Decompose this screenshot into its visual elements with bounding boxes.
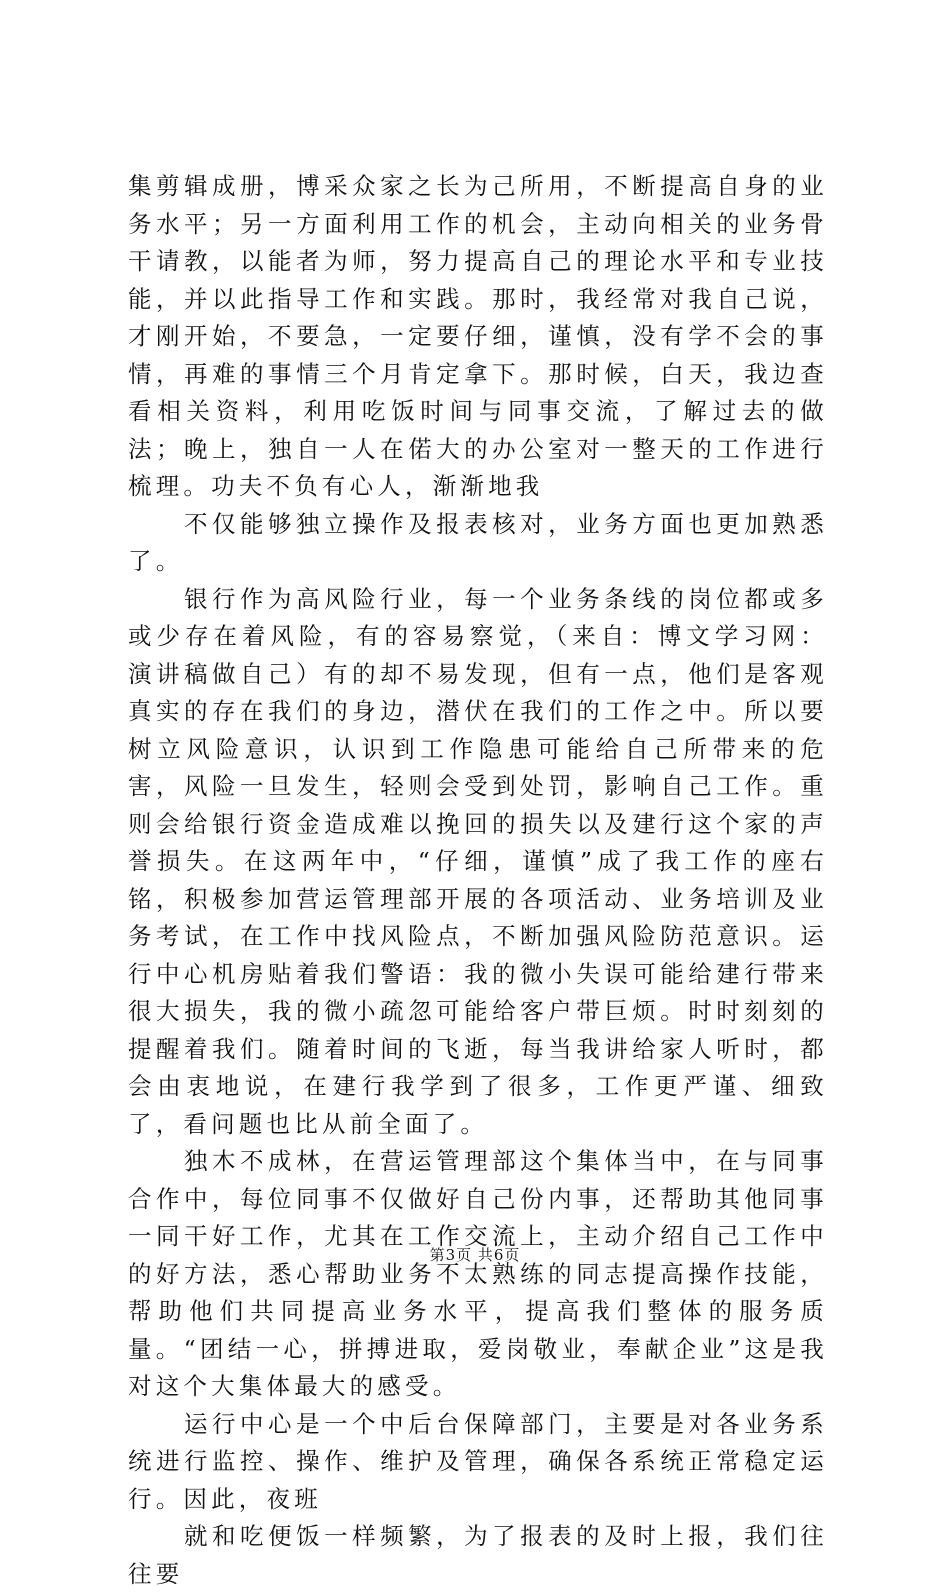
document-body: [128, 168, 828, 1593]
paragraph-2: 不仅能够独立操作及报表核对，业务方面也更加熟悉了。: [128, 509, 828, 575]
paragraph-4: 独木不成林，在营运管理部这个集体当中，在与同事合作中，每位同事不仅做好自己份内事，还帮助其他同事一同干好工作，尤其在工作交流上，主动介绍自己工作中的好方法，悉心帮助业务不太熟练的同志提高操作技能，帮助他们共同提高业务水平，提高我们整体的服务质量。“团结一心，拼搏进取，爱岗敬业，奉献企业”这是我对这个大集体最大的感受。: [128, 1147, 828, 1400]
page-footer: 第3页 共6页: [429, 1246, 521, 1264]
paragraph-1: 集剪辑成册，博采众家之长为己所用，不断提高自身的业务水平；另一方面利用工作的机会，主动向相关的业务骨干请教，以能者为师，努力提高自己的理论水平和专业技能，并以此指导工作和实践。那时，我经常对我自己说，才刚开始，不要急，一定要仔细，谨慎，没有学不会的事情，再难的事情三个月肯定拿下。那时候，白天，我边查看相关资料，利用吃饭时间与同事交流，了解过去的做法；晚上，独自一人在偌大的办公室对一整天的工作进行梳理。功夫不负有心人，渐渐地我: [128, 172, 828, 500]
paragraph-3: 银行作为高风险行业，每一个业务条线的岗位都或多或少存在着风险，有的容易察觉，（来自：博文学习网：演讲稿做自己）有的却不易发现，但有一点，他们是客观真实的存在我们的身边，潜伏在我们的工作之中。所以要树立风险意识，认识到工作隐患可能给自己所带来的危害，风险一旦发生，轻则会受到处罚，影响自己工作。重则会给银行资金造成难以挽回的损失以及建行这个家的声誉损失。在这两年中，“仔细，谨慎”成了我工作的座右铭，积极参加营运管理部开展的各项活动、业务培训及业务考试，在工作中找风险点，不断加强风险防范意识。运行中心机房贴着我们警语：我的微小失误可能给建行带来很大损失，我的微小疏忽可能给客户带巨烦。时时刻刻的提醒着我们。随着时间的飞逝，每当我讲给家人听时，都会由衷地说，在建行我学到了很多，工作更严谨、细致了，看问题也比从前全面了。: [128, 584, 828, 1138]
paragraph-6: 就和吃便饭一样频繁，为了报表的及时上报，我们往往要: [128, 1522, 828, 1588]
paragraph-5: 运行中心是一个中后台保障部门，主要是对各业务系统进行监控、操作、维护及管理，确保各系统正常稳定运行。因此，夜班: [128, 1409, 828, 1513]
